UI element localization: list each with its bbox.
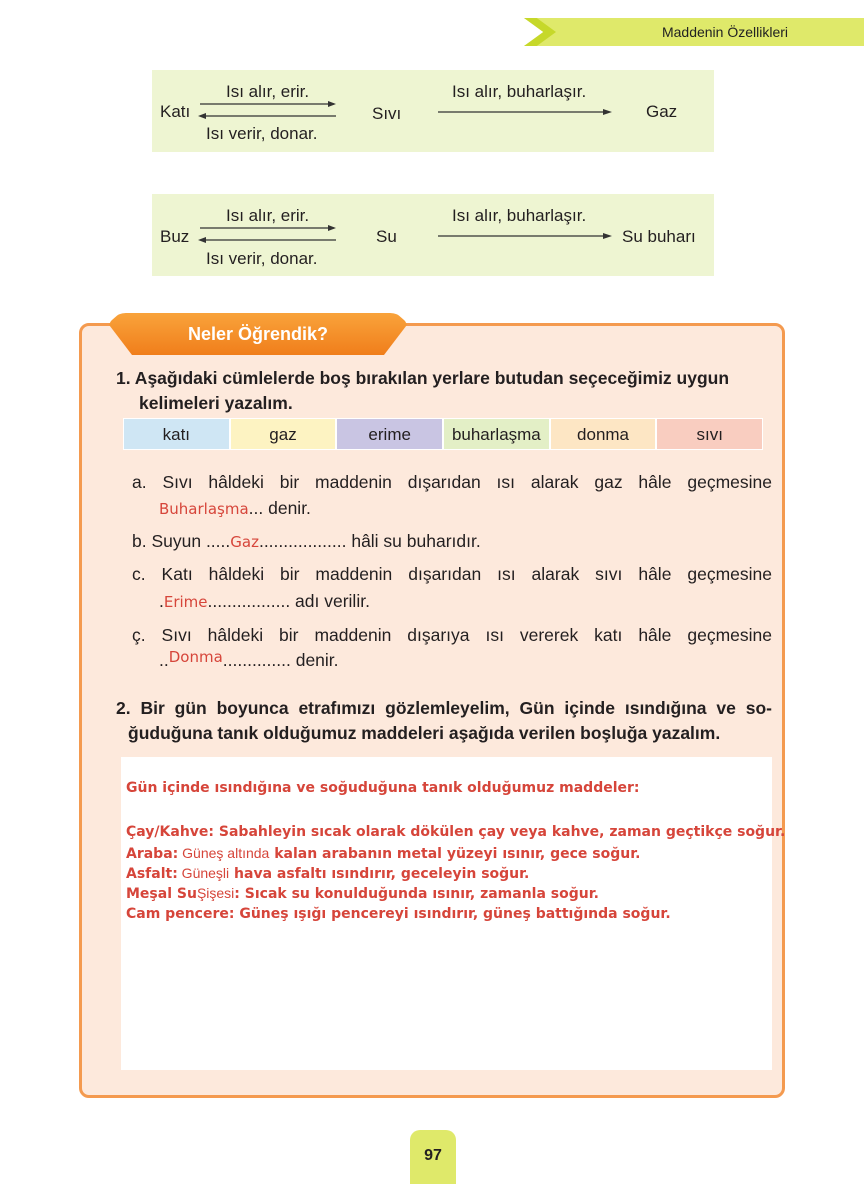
solid-label: Buz	[160, 227, 190, 246]
word-bank-item: buharlaşma	[443, 418, 550, 450]
liquid-label: Su	[376, 227, 397, 246]
answer-d[interactable]: Donma	[168, 648, 223, 666]
page-number: 97	[424, 1147, 442, 1164]
question-2-line1: 2. Bir gün boyunca etrafımızı gözlemleyelim, Gün içinde ısındığına ve so-	[116, 698, 772, 718]
answer-item: Çay/Kahve: Sabahleyin sıcak olarak dökülen çay veya kahve, zaman geçtikçe soğur.	[126, 824, 786, 840]
answer-item: Meşal SuŞişesi: Sıcak su konulduğunda ısınır, zamanla soğur.	[126, 885, 599, 902]
answer-item: Asfalt: Güneşli hava asfaltı ısındırır, geceleyin soğur.	[126, 865, 530, 882]
freezing-label: Isı verir, donar.	[206, 249, 318, 268]
answer-b[interactable]: Gaz	[230, 533, 259, 551]
freezing-label: Isı verir, donar.	[206, 124, 318, 143]
header-title: Maddenin Özellikleri	[661, 24, 789, 40]
word-bank-item: gaz	[230, 418, 337, 450]
sentence-a-line2: Buharlaşma... denir.	[159, 498, 311, 518]
answer-heading: Gün içinde ısındığına ve soğuduğuna tanık olduğumuz maddeler:	[126, 780, 640, 796]
sentence-a-line1: a. Sıvı hâldeki bir maddenin dışarıdan ısı alarak gaz hâle geçmesine	[132, 472, 772, 492]
evaporation-label: Isı alır, buharlaşır.	[452, 206, 587, 225]
sentence-d-line1: ç. Sıvı hâldeki bir maddenin dışarıya ısı vererek katı hâle geçmesine	[132, 625, 772, 645]
state-change-diagram-general	[152, 70, 714, 152]
gas-label: Gaz	[646, 102, 678, 121]
answer-a[interactable]: Buharlaşma	[159, 500, 249, 518]
word-bank-item: donma	[550, 418, 657, 450]
section-title: Neler Öğrendik?	[187, 324, 329, 344]
word-bank-item: sıvı	[656, 418, 763, 450]
answer-c[interactable]: Erime	[163, 593, 208, 611]
question-2-line2: ğuduğuna tanık olduğumuz maddeleri aşağıda verilen boşluğa yazalım.	[128, 723, 721, 743]
melting-label: Isı alır, erir.	[226, 206, 310, 225]
sentence-c-line2: .Erime................. adı verilir.	[159, 591, 370, 611]
solid-label: Katı	[160, 102, 191, 121]
sentence-d-line2: ..Donma.............. denir.	[159, 648, 339, 670]
evaporation-label: Isı alır, buharlaşır.	[452, 82, 587, 101]
question-1-line2: kelimeleri yazalım.	[139, 393, 293, 413]
gas-label: Su buharı	[622, 227, 696, 246]
sentence-b: b. Suyun .....Gaz.................. hâli su buharıdır.	[132, 531, 481, 551]
answer-item: Cam pencere: Güneş ışığı pencereyi ısındırır, güneş battığında soğur.	[126, 906, 671, 922]
answer-item: Araba: Güneş altında kalan arabanın metal yüzeyi ısınır, gece soğur.	[126, 845, 641, 862]
sentence-c-line1: c. Katı hâldeki bir maddenin dışarıdan ısı alarak sıvı hâle geçmesine	[132, 564, 772, 584]
question-1-line1: 1. Aşağıdaki cümlelerde boş bırakılan yerlare butudan seçeceğimiz uygun	[116, 368, 730, 388]
liquid-label: Sıvı	[372, 104, 402, 123]
word-bank-item: erime	[336, 418, 443, 450]
state-change-diagram-water	[152, 194, 714, 276]
word-bank-item: katı	[123, 418, 230, 450]
word-bank	[123, 418, 763, 450]
melting-label: Isı alır, erir.	[226, 82, 310, 101]
